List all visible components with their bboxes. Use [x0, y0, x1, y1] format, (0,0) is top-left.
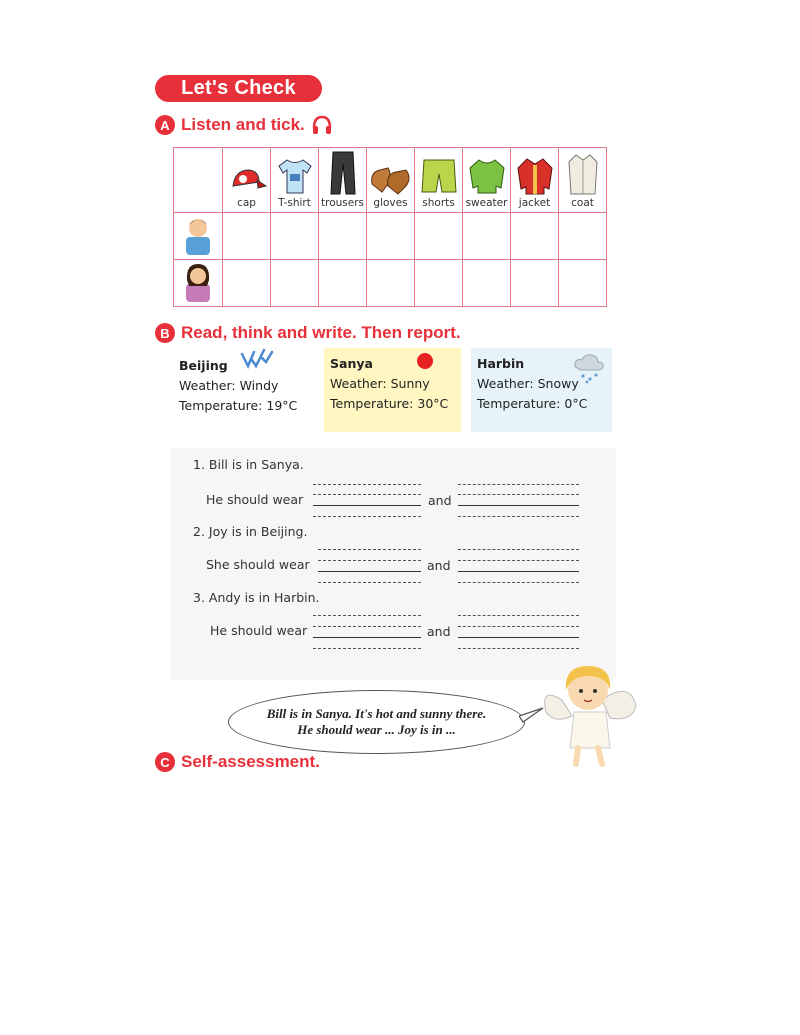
- table-corner-cell: [174, 148, 223, 213]
- section-c-letter: C: [155, 752, 175, 772]
- item-gloves: [367, 148, 415, 213]
- writing-line: [458, 494, 579, 495]
- item-label: sweater: [465, 197, 508, 209]
- card-city: Harbin: [477, 356, 525, 371]
- writing-line: [313, 516, 421, 517]
- item-label: trousers: [321, 197, 364, 209]
- question-stem: 1. Bill is in Sanya.: [193, 457, 304, 472]
- writing-line: [318, 549, 421, 550]
- item-shorts: [415, 148, 463, 213]
- writing-line: [313, 494, 421, 495]
- tick-cell[interactable]: [367, 260, 415, 307]
- answer-line[interactable]: [458, 505, 579, 506]
- tick-cell[interactable]: [319, 260, 367, 307]
- row-person-cell: [174, 213, 223, 260]
- tick-cell[interactable]: [559, 260, 607, 307]
- answer-line[interactable]: [313, 637, 421, 638]
- item-label: shorts: [422, 197, 455, 209]
- weather-card-sanya: [324, 348, 461, 432]
- section-a-heading: [155, 114, 333, 136]
- section-a-letter: A: [155, 115, 175, 135]
- tick-cell[interactable]: [271, 260, 319, 307]
- jacket-icon: [515, 156, 555, 196]
- item-label: gloves: [373, 197, 408, 209]
- tshirt-icon: [275, 156, 315, 196]
- writing-line: [313, 648, 421, 649]
- row-person-cell: [174, 260, 223, 307]
- writing-line: [318, 582, 421, 583]
- item-coat: [559, 148, 607, 213]
- item-label: T-shirt: [278, 197, 311, 209]
- bubble-line-1: Bill is in Sanya. It's hot and sunny there.: [266, 706, 487, 721]
- snow-cloud-icon: [572, 352, 606, 384]
- and-label: and: [427, 558, 451, 573]
- tick-cell[interactable]: [511, 213, 559, 260]
- tick-cell[interactable]: [415, 260, 463, 307]
- angel-mascot-icon: [540, 660, 640, 768]
- writing-line: [458, 615, 579, 616]
- boy-avatar: [180, 213, 216, 255]
- answer-line[interactable]: [458, 637, 579, 638]
- cap-icon: [227, 162, 267, 196]
- writing-line: [458, 626, 579, 627]
- card-weather: Weather: Windy: [179, 378, 279, 393]
- writing-line: [313, 615, 421, 616]
- wind-icon: [240, 346, 274, 370]
- section-a-title: Listen and tick.: [181, 115, 305, 134]
- item-label: cap: [237, 197, 256, 209]
- item-cap: [223, 148, 271, 213]
- girl-avatar: [180, 260, 216, 302]
- writing-line: [458, 484, 579, 485]
- and-label: and: [428, 493, 452, 508]
- tick-cell[interactable]: [463, 260, 511, 307]
- section-c-title: Self-assessment.: [181, 752, 320, 771]
- speech-bubble: [228, 690, 525, 754]
- tick-cell[interactable]: [463, 213, 511, 260]
- item-sweater: [463, 148, 511, 213]
- sun-icon: [416, 352, 434, 370]
- writing-line: [458, 648, 579, 649]
- section-c-heading: [155, 752, 320, 772]
- writing-line: [458, 516, 579, 517]
- card-city: Sanya: [330, 356, 373, 371]
- tick-cell[interactable]: [559, 213, 607, 260]
- sweater-icon: [467, 156, 507, 196]
- card-temperature: Temperature: 0°C: [477, 396, 588, 411]
- section-b-heading: [155, 323, 461, 343]
- section-b-title: Read, think and write. Then report.: [181, 323, 461, 342]
- page-title: Let's Check: [155, 75, 322, 102]
- writing-line: [458, 582, 579, 583]
- writing-line: [458, 560, 579, 561]
- trousers-icon: [323, 150, 363, 196]
- writing-line: [313, 484, 421, 485]
- table-row: [174, 260, 607, 307]
- answer-line[interactable]: [318, 571, 421, 572]
- question-prompt: He should wear: [210, 623, 308, 638]
- shorts-icon: [419, 156, 459, 196]
- table-row: [174, 213, 607, 260]
- item-label: coat: [571, 197, 594, 209]
- question-stem: 3. Andy is in Harbin.: [193, 590, 320, 605]
- writing-line: [458, 549, 579, 550]
- tick-cell[interactable]: [223, 260, 271, 307]
- question-prompt: She should wear: [206, 557, 310, 572]
- tick-cell[interactable]: [319, 213, 367, 260]
- tick-cell[interactable]: [223, 213, 271, 260]
- card-weather: Weather: Sunny: [330, 376, 430, 391]
- question-stem: 2. Joy is in Beijing.: [193, 524, 308, 539]
- writing-line: [313, 626, 421, 627]
- and-label: and: [427, 624, 451, 639]
- item-tshirt: [271, 148, 319, 213]
- coat-icon: [563, 152, 603, 196]
- item-label: jacket: [518, 197, 551, 209]
- table-header-row: [174, 148, 607, 213]
- tick-cell[interactable]: [415, 213, 463, 260]
- item-jacket: [511, 148, 559, 213]
- answer-line[interactable]: [458, 571, 579, 572]
- card-temperature: Temperature: 19°C: [179, 398, 298, 413]
- section-b-letter: B: [155, 323, 175, 343]
- writing-line: [318, 560, 421, 561]
- item-trousers: [319, 148, 367, 213]
- answer-line[interactable]: [313, 505, 421, 506]
- bubble-line-2: He should wear ... Joy is in ...: [297, 722, 456, 737]
- card-temperature: Temperature: 30°C: [330, 396, 449, 411]
- card-city: Beijing: [179, 358, 228, 373]
- tick-cell[interactable]: [511, 260, 559, 307]
- question-prompt: He should wear: [206, 492, 304, 507]
- headphones-icon: [311, 114, 333, 136]
- tick-cell[interactable]: [367, 213, 415, 260]
- tick-cell[interactable]: [271, 213, 319, 260]
- card-weather: Weather: Snowy: [477, 376, 579, 391]
- listen-tick-table: [173, 147, 607, 307]
- gloves-icon: [368, 162, 414, 196]
